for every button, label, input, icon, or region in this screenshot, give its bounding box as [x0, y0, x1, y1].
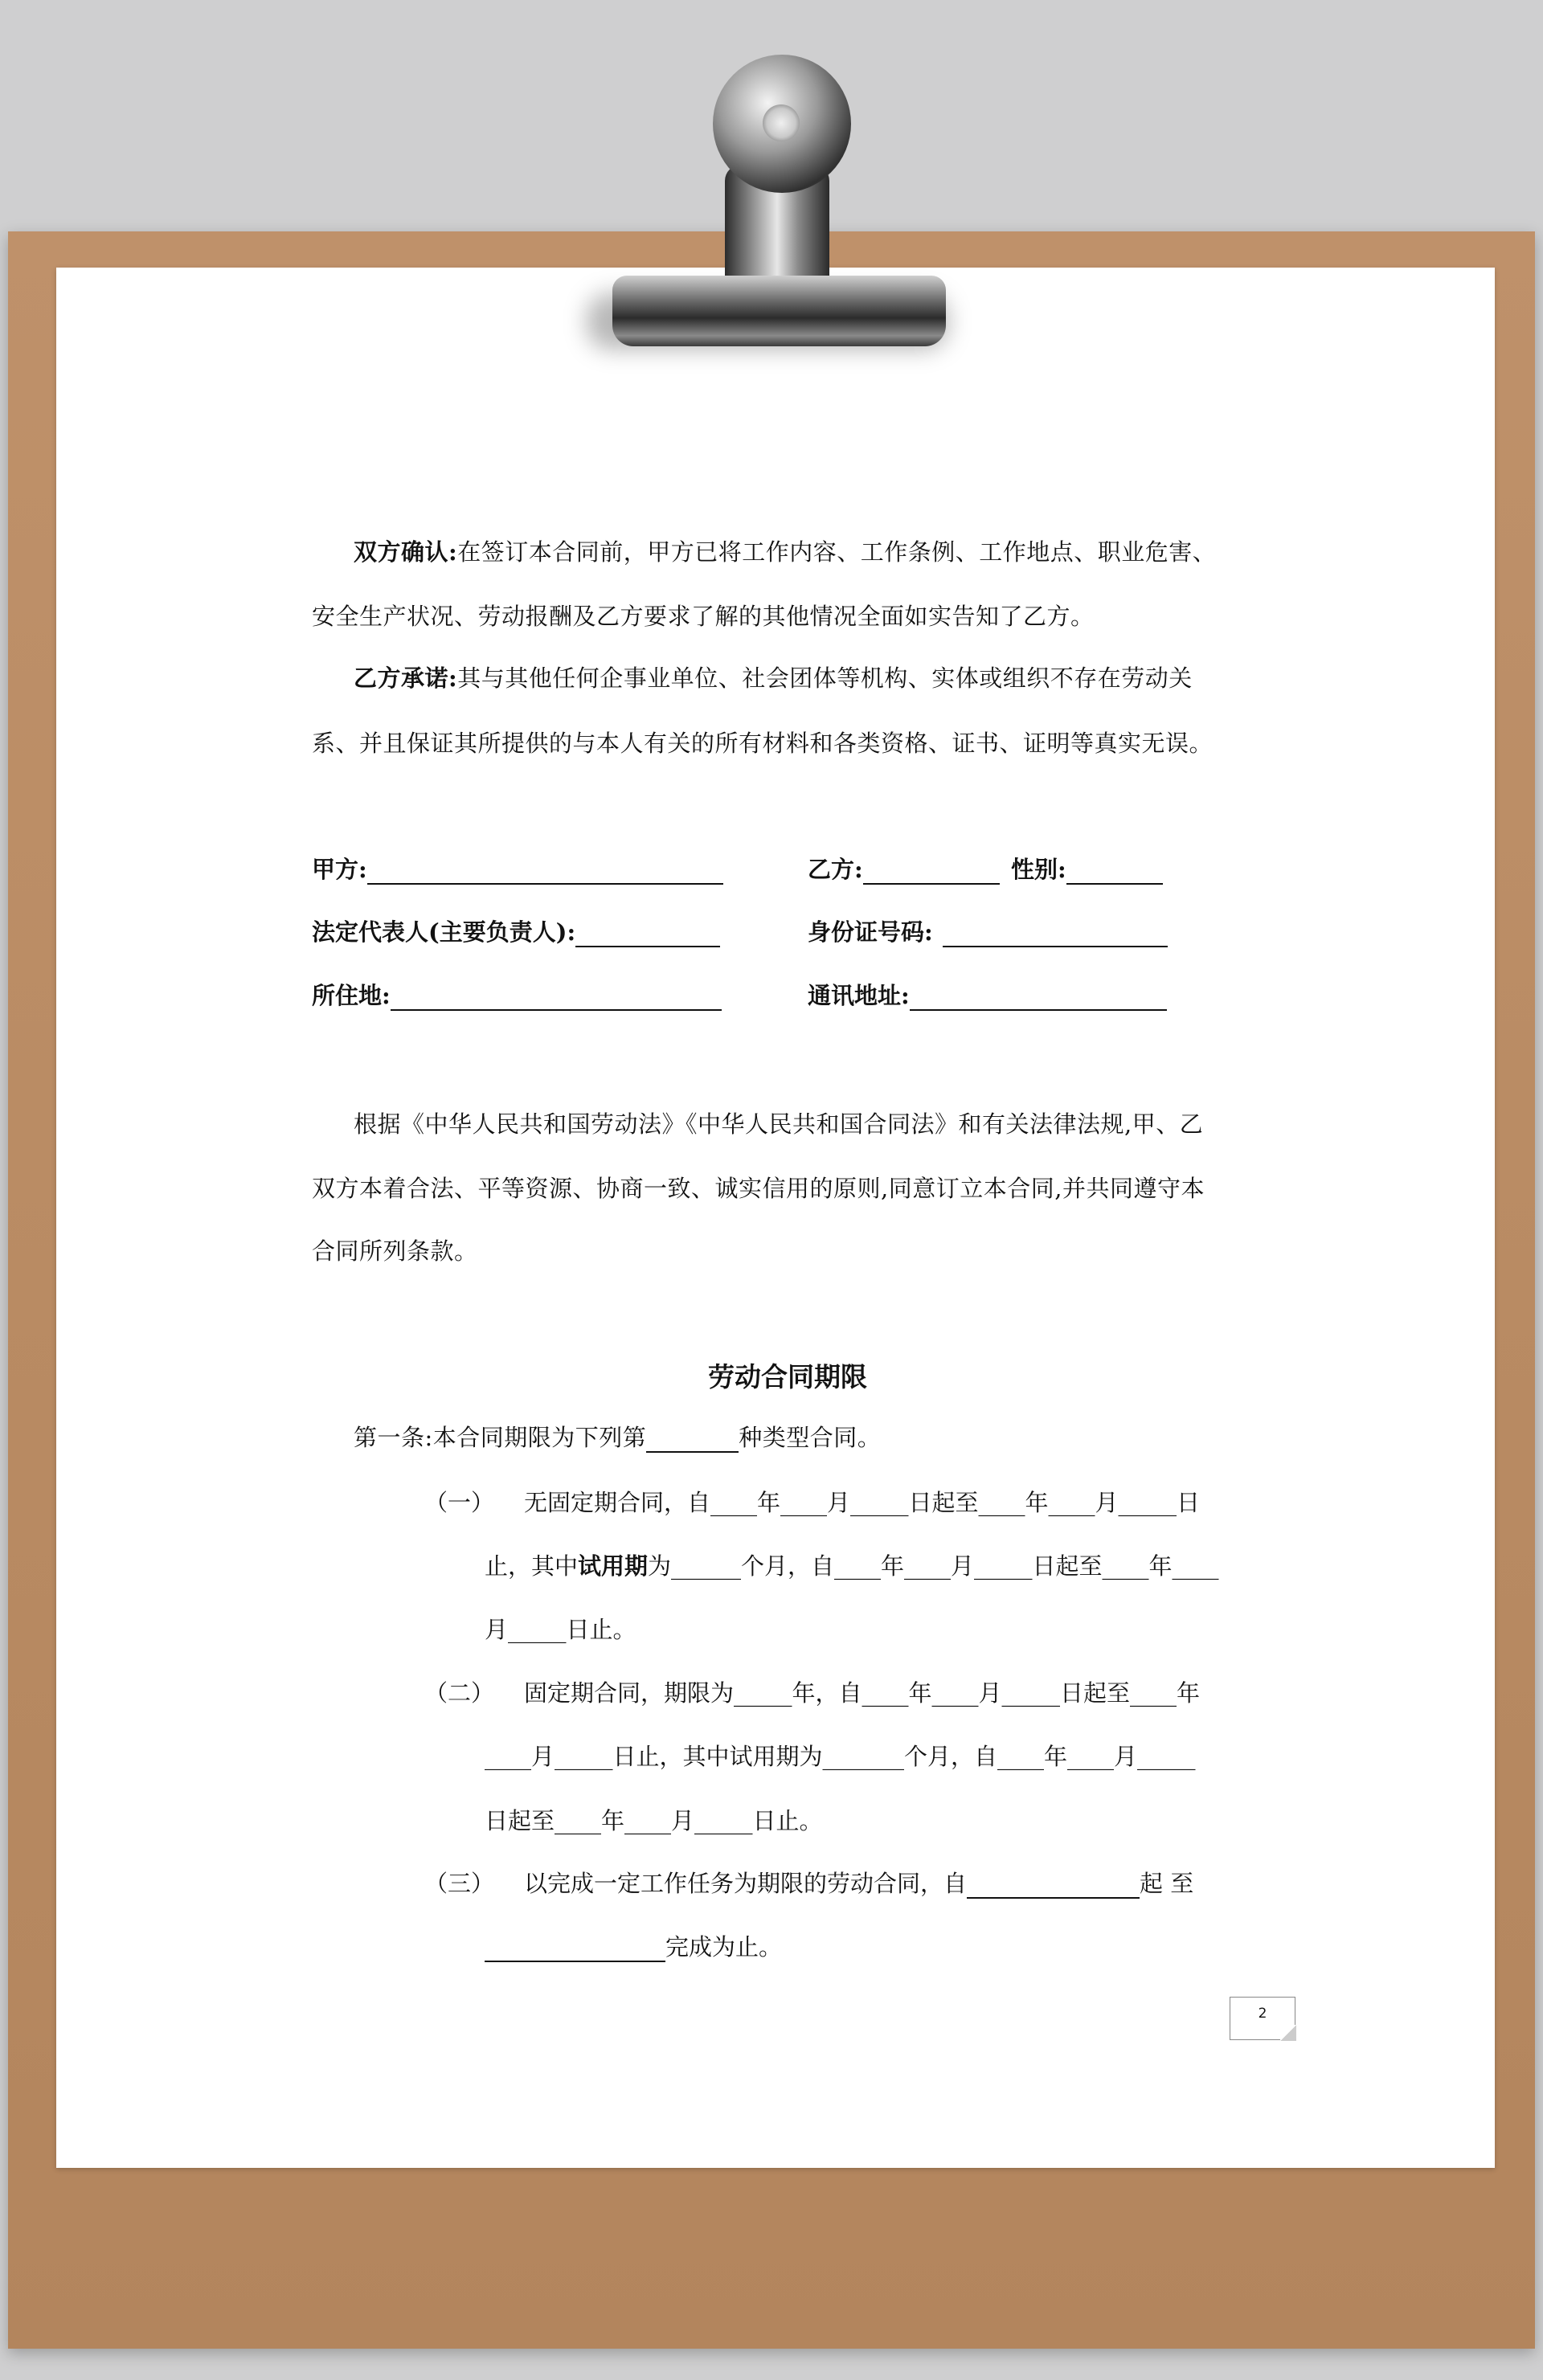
- item-3-line-1: 以完成一定工作任务为期限的劳动合同，自 起 至: [524, 1870, 1194, 1897]
- page-number: 2: [1230, 1997, 1295, 2040]
- confirm-line-2: 安全生产状况、劳动报酬及乙方要求了解的其他情况全面如实告知了乙方。: [312, 603, 1095, 630]
- article-1: 第一条:本合同期限为下列第 种类型合同。: [354, 1424, 882, 1451]
- section-title: 劳动合同期限: [708, 1361, 867, 1392]
- id-number-field[interactable]: 身份证号码:: [808, 914, 1168, 947]
- basis-line-3: 合同所列条款。: [312, 1237, 478, 1265]
- residence-field[interactable]: 所住地:: [312, 978, 722, 1011]
- party-a-field[interactable]: 甲方:: [312, 852, 723, 885]
- promise-line-1: 乙方承诺:其与其他任何企事业单位、社会团体等机构、实体或组织不存在劳动关: [354, 665, 1193, 692]
- item-1-line-2: 止，其中试用期为______个月，自____年____月_____日起至____年____: [485, 1552, 1219, 1580]
- item-1-line-1: 无固定期合同，自____年____月_____日起至____年____月_____日: [524, 1489, 1201, 1516]
- item-2-line-1: 固定期合同，期限为_____年，自____年____月_____日起至____年: [524, 1679, 1201, 1707]
- basis-line-2: 双方本着合法、平等资源、协商一致、诚实信用的原则,同意订立本合同,并共同遵守本: [312, 1175, 1205, 1202]
- legal-rep-field[interactable]: 法定代表人(主要负责人):: [312, 914, 720, 947]
- item-3-line-2: 完成为止。: [485, 1929, 782, 1962]
- gender-field[interactable]: 性别:: [1011, 852, 1163, 885]
- item-2-line-2: ____月_____日止，其中试用期为_______个月，自____年____月_____: [485, 1743, 1196, 1770]
- item-2-line-3: 日起至____年____月_____日止。: [485, 1807, 823, 1834]
- item-1-line-3: 月_____日止。: [485, 1616, 636, 1643]
- party-b-field[interactable]: 乙方:: [808, 852, 1000, 885]
- confirm-line-1: 双方确认:在签订本合同前，甲方已将工作内容、工作条例、工作地点、职业危害、: [354, 538, 1217, 566]
- address-field[interactable]: 通讯地址:: [808, 978, 1167, 1011]
- basis-line-1: 根据《中华人民共和国劳动法》《中华人民共和国合同法》和有关法律法规,甲、乙: [354, 1110, 1204, 1138]
- item-3-number: （三）: [424, 1870, 495, 1897]
- promise-line-2: 系、并且保证其所提供的与本人有关的所有材料和各类资格、证书、证明等真实无误。: [312, 730, 1214, 757]
- binder-clip-hole: [763, 104, 800, 141]
- item-2-number: （二）: [424, 1679, 495, 1707]
- item-1-number: （一）: [424, 1489, 495, 1516]
- binder-clip-bar: [612, 276, 946, 346]
